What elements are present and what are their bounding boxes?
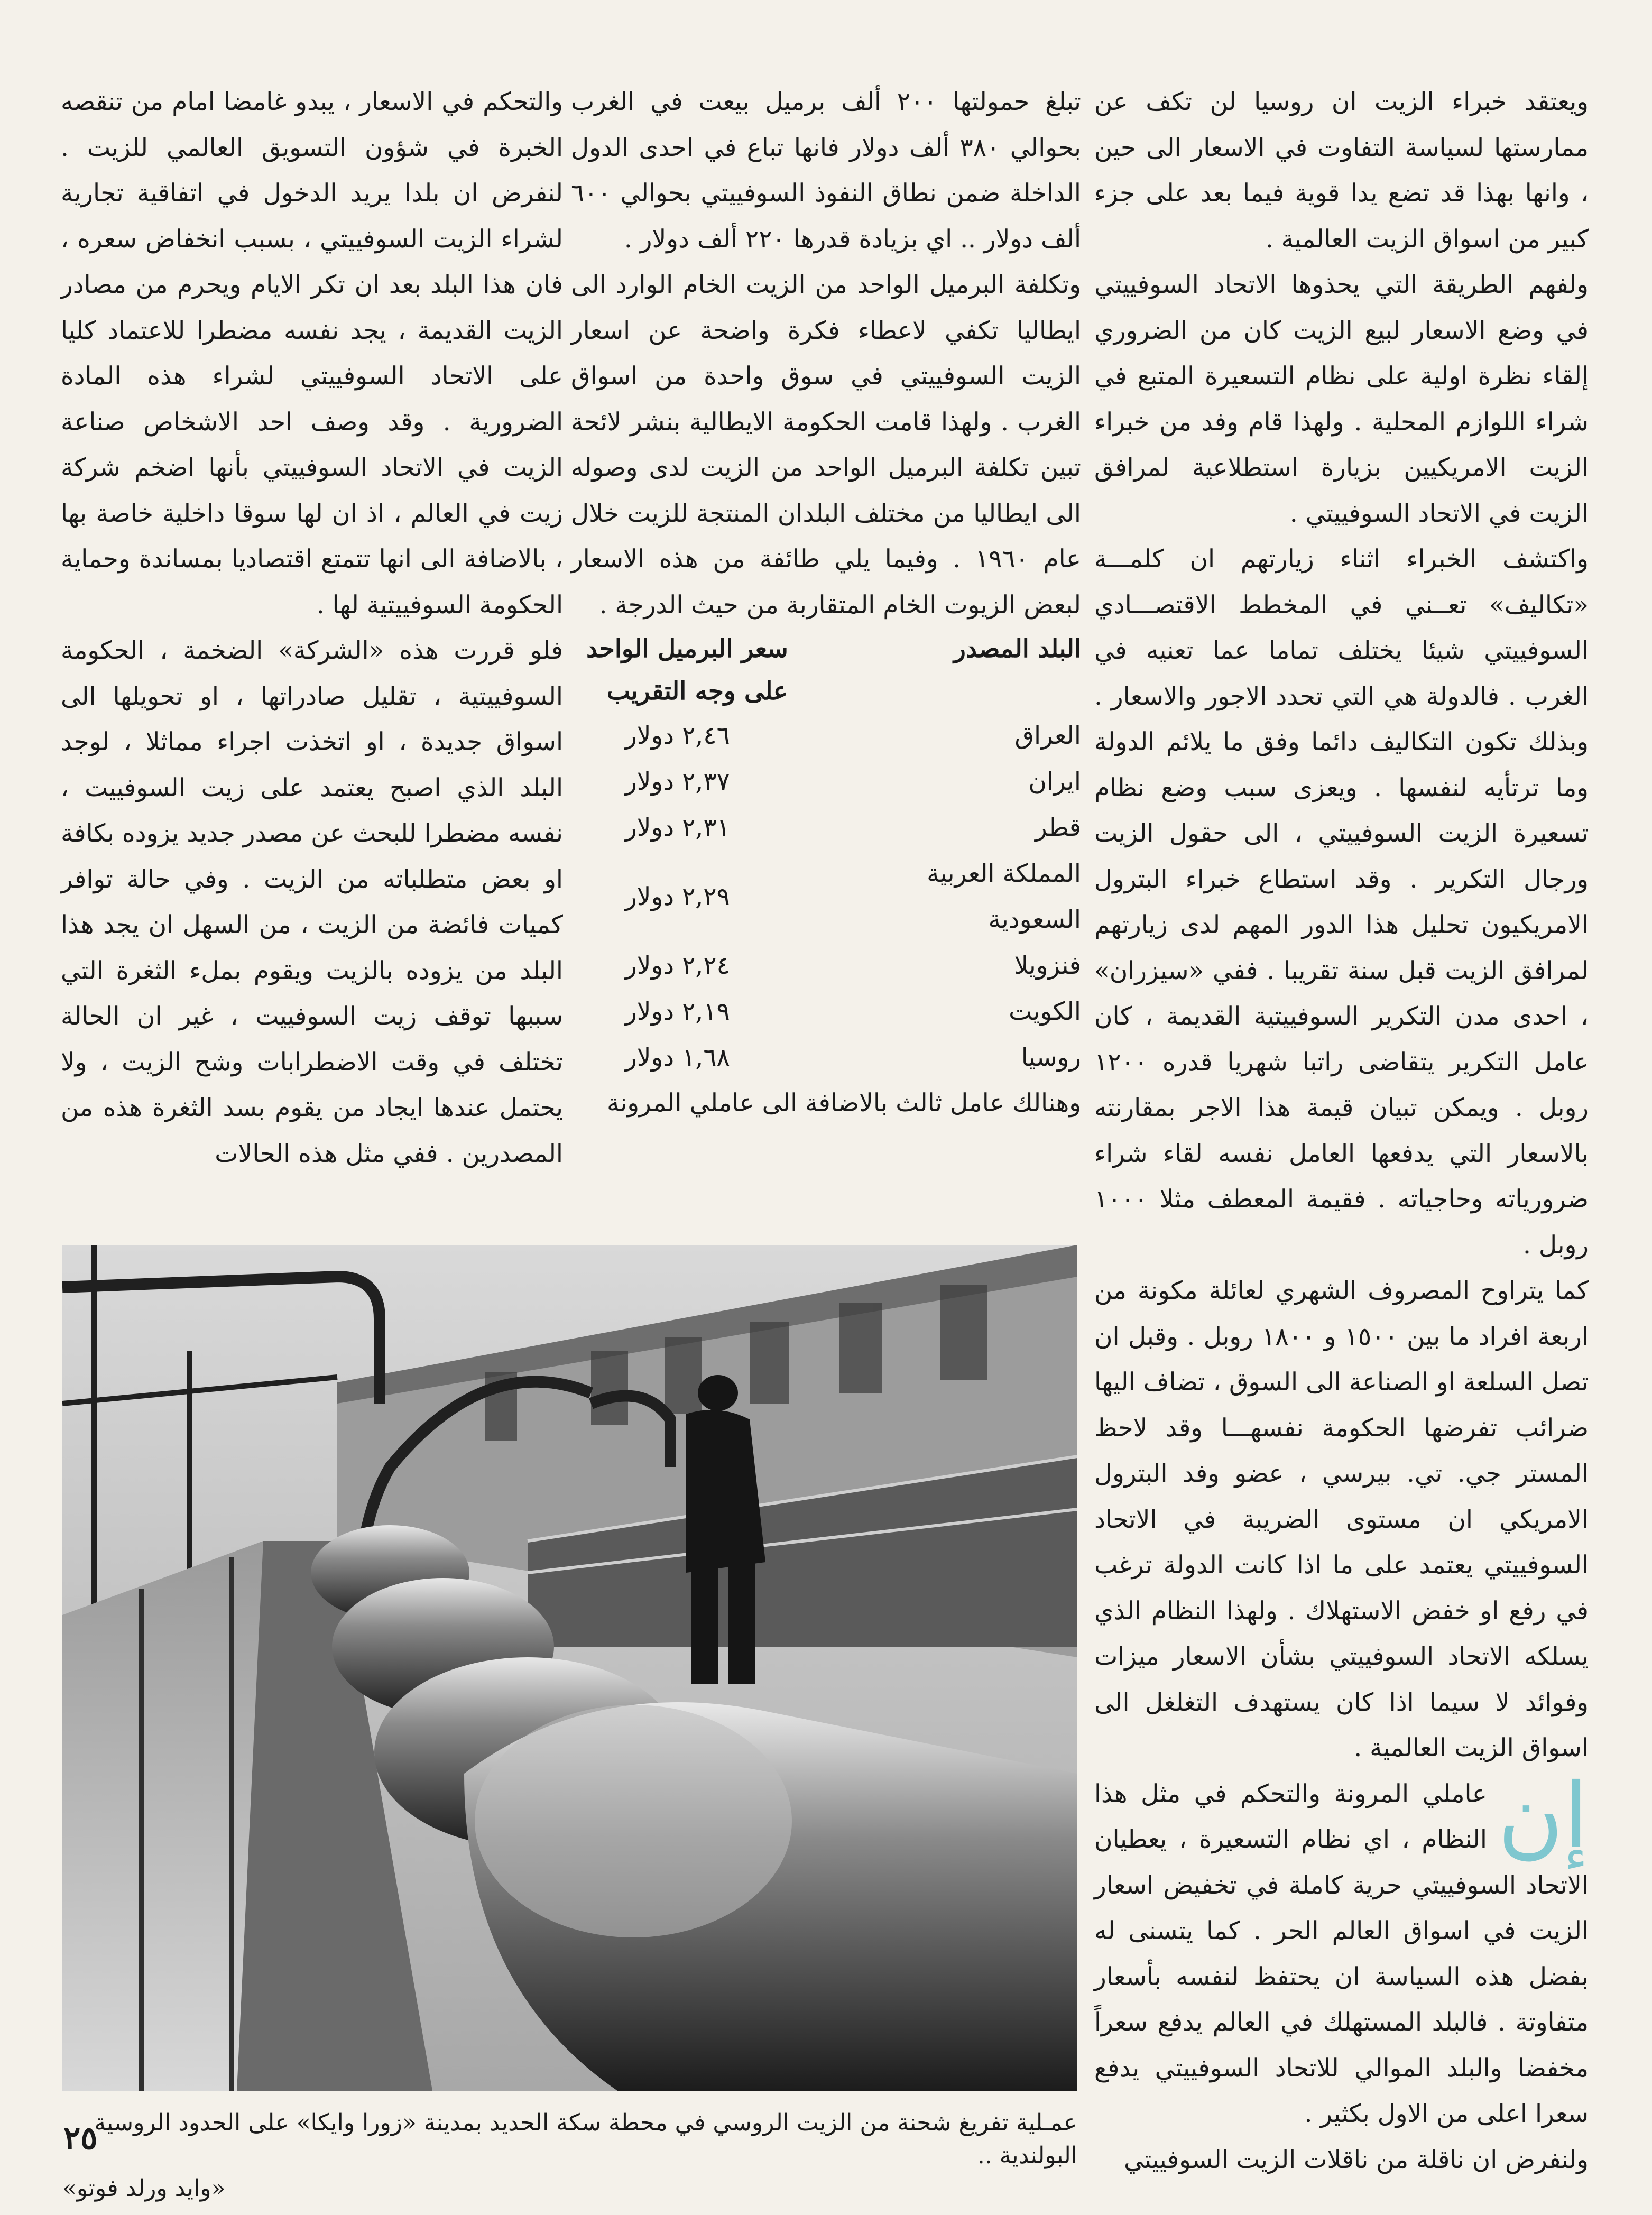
paragraph: فلو قررت هذه «الشركة» الضخمة ، الحكومة السوفييتية ، تقليل صادراتها ، او تحويلها الى اسواق جديدة ، او اتخذت اجراء مماثلا ، لوجد البلد الذي اصبح يعتمد على زيت السوفييت ، نفسه مضطرا للبحث عن مصدر جديد يزوده بكافة او بعض متطلباته من الزيت . وفي حالة توافر كميات فائضة من الزيت ، من السهل ان يجد هذا البلد من يزوده بالزيت ويقوم بملء الثغرة التي سببها توقف زيت السوفييت ، غير ان الحالة تختلف في وقت الاضطرابات وشح الزيت ، ولا يحتمل عندها ايجاد من يقوم بسد الثغرة هذه من المصدرين . ففي مثل هذه الحالات [61,636,563,1168]
country-cell: الكويت [1009,997,1081,1026]
article-column-left [61,79,563,1168]
country-cell: العراق [1014,721,1081,750]
photo-caption [62,2107,1077,2205]
article-column-middle [571,79,1081,1163]
table-row [571,989,1081,1035]
paragraph: ويعتقد خبراء الزيت ان روسيا لن تكف عن ممارستها لسياسة التفاوت في الاسعار الى حين ، وانها بهذا قد تضع يدا قوية فيما بعد على جزء كبير من اسواق الزيت العالمية . [1094,87,1589,254]
article-column-right [1094,79,1589,2174]
price-cell: ٢,٢٩ دولار [624,882,730,911]
drop-cap-initial: إن [1497,1764,1589,1869]
caption-text: عمـلية تفريغ شحنة من الزيت الروسي في محطة سكة الحديد بمدينة «زورا وايكا» على الحدود الروسية البولندية .. [94,2109,1077,2169]
price-cell: ٢,٢٤ دولار [624,951,730,980]
paragraph-text: عاملي المرونة والتحكم في مثل هذا النظام ، اي نظام التسعيرة ، يعطيان الاتحاد السوفييتي حرية كاملة في تخفيض اسعار الزيت في اسواق العالم الحر . كما يتسنى له بفضل هذه السياسة ان يحتفظ لنفسه بأسعار متفاوتة . فالبلد المستهلك في العالم يدفع سعراً مخفضا والبلد الموالي للاتحاد السوفييتي يدفع سعرا اعلى من الاول بكثير . [1094,1779,1589,2128]
table-row [571,1035,1081,1081]
table-row [571,943,1081,989]
price-cell: ٢,١٩ دولار [624,997,730,1026]
photo-credit: «وايد ورلد فوتو» [62,2175,226,2202]
paragraph: تبلغ حمولتها ٢٠٠ ألف برميل بيعت في الغرب بحوالي ٣٨٠ ألف دولار فانها تباع في احدى الدول الداخلة ضمن نطاق النفوذ السوفييتي بحوالي ٦٠٠ ألف دولار .. اي بزيادة قدرها ٢٢٠ ألف دولار . [571,87,1081,254]
paragraph: ولنفرض ان ناقلة من ناقلات الزيت السوفييتي [1123,2145,1589,2174]
table-row [571,713,1081,759]
photo-illustration [62,1245,1077,2091]
paragraph: كما يتراوح المصروف الشهري لعائلة مكونة من اربعة افراد ما بين ١٥٠٠ و ١٨٠٠ روبل . وقبل ان تصل السلعة او الصناعة الى السوق ، تضاف اليها ضرائب تفرضها الحكومة نفسهـــا وقد لاحظ المستر جي. تي. بيرسي ، عضو وفد البترول الامريكي ان مستوى الضريبة في الاتحاد السوفييتي يعتمد على ما اذا كانت الدولة ترغب في رفع او خفض الاستهلاك . ولهذا النظام الذي يسلكه الاتحاد السوفييتي بشأن الاسعار ميزات وفوائد لا سيما اذا كان يستهدف التغلغل الى اسواق الزيت العالمية . [1094,1276,1589,1762]
country-cell: روسيا [1021,1043,1081,1072]
header-country: البلد المصدر [954,634,1081,663]
tank-wagons-photo [62,1245,1077,2091]
country-cell: ايران [1028,767,1081,796]
table-header-row [571,628,1081,713]
paragraph: وتكلفة البرميل الواحد من الزيت الخام الوارد الى ايطاليا تكفي لاعطاء فكرة واضحة عن اسعار الزيت السوفييتي في سوق واحدة من اسواق الغرب . ولهذا قامت الحكومة الايطالية بنشر لائحة تبين تكلفة البرميل الواحد من الزيت لدى وصوله الى ايطاليا من مختلف البلدان المنتجة للزيت خلال عام ١٩٦٠ . وفيما يلي طائفة من هذه الاسعار لبعض الزيوت الخام المتقاربة من حيث الدرجة . [571,270,1081,620]
paragraph: وهنالك عامل ثالث بالاضافة الى عاملي المرونة [607,1088,1081,1118]
paragraph: ولفهم الطريقة التي يحذوها الاتحاد السوفييتي في وضع الاسعار لبيع الزيت كان من الضروري إلقاء نظرة اولية على نظام التسعيرة المتبع في شراء اللوازم المحلية . ولهذا قام وفد من خبراء الزيت الامريكيين بزيارة استطلاعية لمرافق الزيت في الاتحاد السوفييتي . [1094,270,1589,528]
oil-price-table [571,628,1081,1081]
price-cell: ٢,٤٦ دولار [624,721,730,750]
page-number: ٢٥ [63,2120,98,2157]
table-row [571,851,1081,943]
paragraph: واكتشف الخبراء اثناء زيارتهم ان كلمـــة «تكاليف» تعــني في المخطط الاقتصـــادي السوفييتي شيئا يختلف تماما عما تعنيه في الغرب . فالدولة هي التي تحدد الاجور والاسعار . وبذلك تكون التكاليف دائما وفق ما يلائم الدولة وما ترتأيه لنفسها . ويعزى سبب وضع نظام تسعيرة الزيت السوفييتي ، الى حقول الزيت ورجال التكرير . وقد استطاع خبراء البترول الامريكيون تحليل هذا الدور المهم لدى زيارتهم لمرافق الزيت قبل سنة تقريبا . ففي «سيزران» ، احدى مدن التكرير السوفييتية القديمة ، كان عامل التكرير يتقاضى راتبا شهريا قدره ١٢٠٠ روبل . ويمكن تبيان قيمة هذا الاجر بمقارنته بالاسعار التي يدفعها العامل نفسه لقاء شراء ضرورياته وحاجياته . فقيمة المعطف مثلا ١٠٠٠ روبل . [1094,544,1589,1260]
header-price: سعر البرميل الواحد على وجه التقريب [586,634,788,706]
price-cell: ٢,٣١ دولار [624,813,730,842]
table-row [571,759,1081,805]
paragraph-with-initial [1094,1764,1589,2137]
paragraph: والتحكم في الاسعار ، يبدو غامضا امام من تنقصه الخبرة في شؤون التسويق العالمي للزيت . لنفرض ان بلدا يريد الدخول في اتفاقية تجارية لشراء الزيت السوفييتي ، بسبب انخفاض سعره ، فان هذا البلد بعد ان تكر الايام ويحرم من مصادر الزيت القديمة ، يجد نفسه مضطرا للاعتماد كليا على الاتحاد السوفييتي لشراء هذه المادة الضرورية . وقد وصف احد الاشخاص صناعة الزيت في الاتحاد السوفييتي بأنها اضخم شركة زيت في العالم ، اذ ان لها سوقا داخلية خاصة بها ، بالاضافة الى انها تتمتع اقتصاديا بمساندة وحماية الحكومة السوفييتية لها . [61,87,563,620]
table-row [571,805,1081,851]
country-cell: فنزويلا [1014,951,1081,980]
price-cell: ٢,٣٧ دولار [624,767,730,796]
price-cell: ١,٦٨ دولار [624,1043,730,1072]
country-cell: قطر [1035,813,1081,842]
country-cell: المملكة العربية السعودية [927,859,1081,934]
